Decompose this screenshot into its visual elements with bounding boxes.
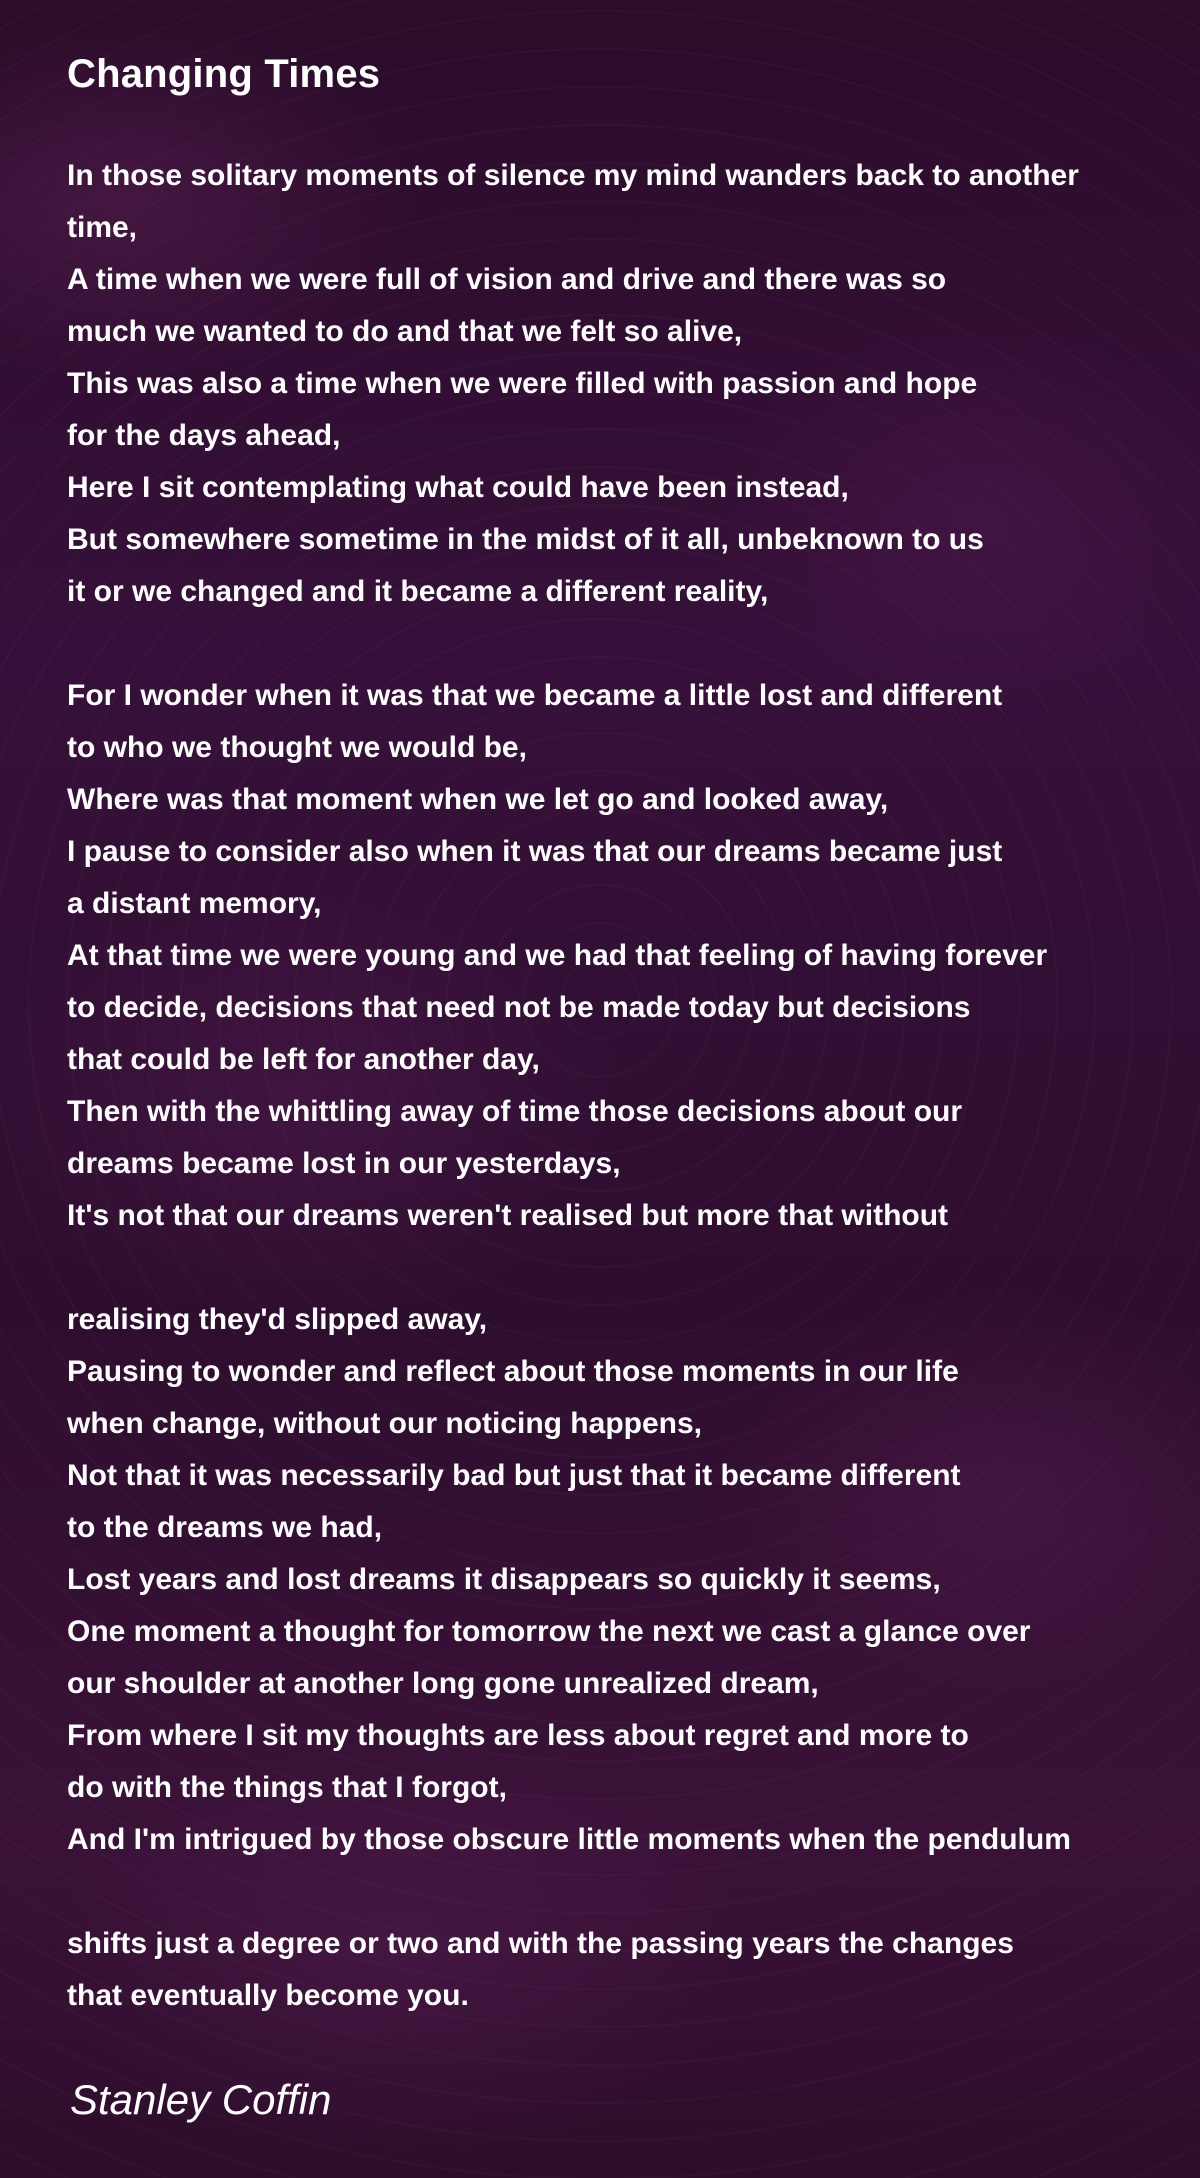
poem-line: when change, without our noticing happens, <box>67 1407 702 1440</box>
poem-line: that eventually become you. <box>67 1979 469 2012</box>
stanza-break <box>67 1870 1187 1922</box>
poem-line: to the dreams we had, <box>67 1511 383 1544</box>
poem-line: For I wonder when it was that we became a little lost and different <box>67 679 1003 712</box>
poem-line: shifts just a degree or two and with the passing years the changes <box>67 1927 1014 1960</box>
poem-line: to who we thought we would be, <box>67 731 527 764</box>
poem-author: Stanley Coffin <box>70 2076 332 2123</box>
poem-body <box>67 154 1187 2026</box>
poem-line: Pausing to wonder and reflect about those moments in our life <box>67 1355 959 1388</box>
poem-line: it or we changed and it became a different reality, <box>67 575 769 608</box>
poem-line: do with the things that I forgot, <box>67 1771 507 1804</box>
poem-line: In those solitary moments of silence my mind wanders back to another <box>67 159 1079 192</box>
poem-line: a distant memory, <box>67 887 322 920</box>
poem-line: One moment a thought for tomorrow the next we cast a glance over <box>67 1615 1031 1648</box>
poem-line: Not that it was necessarily bad but just that it became different <box>67 1459 961 1492</box>
poem-line: much we wanted to do and that we felt so alive, <box>67 315 743 348</box>
poem-line: dreams became lost in our yesterdays, <box>67 1147 621 1180</box>
poem-line: Where was that moment when we let go and looked away, <box>67 783 889 816</box>
poem-line: time, <box>67 211 138 244</box>
poem-line: Here I sit contemplating what could have been instead, <box>67 471 849 504</box>
poem-line: to decide, decisions that need not be made today but decisions <box>67 991 971 1024</box>
poem-line: From where I sit my thoughts are less about regret and more to <box>67 1719 969 1752</box>
stanza-break <box>67 1246 1187 1298</box>
poem-line: I pause to consider also when it was that our dreams became just <box>67 835 1003 868</box>
poem-line: our shoulder at another long gone unrealized dream, <box>67 1667 819 1700</box>
poem-line: for the days ahead, <box>67 419 341 452</box>
poem-line: Then with the whittling away of time those decisions about our <box>67 1095 963 1128</box>
stanza-break <box>67 622 1187 674</box>
poem-title: Changing Times <box>67 52 381 96</box>
poem-line: At that time we were young and we had that feeling of having forever <box>67 939 1048 972</box>
poem-line: realising they'd slipped away, <box>67 1303 488 1336</box>
poem-line: But somewhere sometime in the midst of it all, unbeknown to us <box>67 523 984 556</box>
poem-line: that could be left for another day, <box>67 1043 540 1076</box>
poem-line: And I'm intrigued by those obscure little moments when the pendulum <box>67 1823 1071 1856</box>
poem-line: It's not that our dreams weren't realised but more that without <box>67 1199 949 1232</box>
poem-line: A time when we were full of vision and drive and there was so <box>67 263 947 296</box>
poem-line: Lost years and lost dreams it disappears so quickly it seems, <box>67 1563 941 1596</box>
poem-line: This was also a time when we were filled with passion and hope <box>67 367 978 400</box>
